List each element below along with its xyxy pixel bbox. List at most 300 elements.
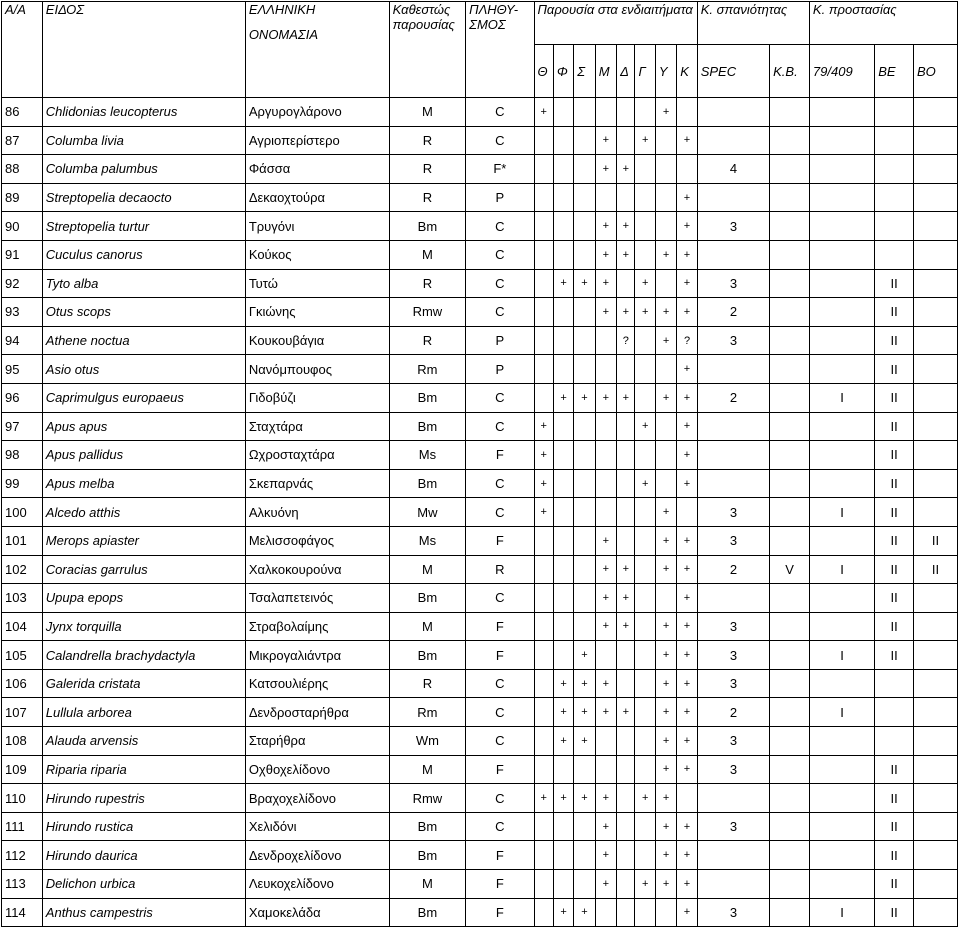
habitat-gamma-cell bbox=[635, 441, 655, 470]
be-cell: II bbox=[875, 498, 914, 527]
table-row bbox=[2, 469, 958, 498]
habitat-sigma-cell bbox=[574, 612, 595, 641]
habitat-gamma-cell bbox=[635, 612, 655, 641]
habitat-phi-cell: + bbox=[553, 698, 573, 727]
habitat-kappa-cell: + bbox=[677, 669, 697, 698]
habitat-theta-cell: + bbox=[534, 412, 553, 441]
habitat-sigma-cell bbox=[574, 98, 595, 127]
header-habitat-mu: Μ bbox=[595, 45, 616, 98]
row-number: 93 bbox=[2, 298, 43, 327]
habitat-gamma-cell bbox=[635, 812, 655, 841]
greek-name: Νανόμπουφος bbox=[245, 355, 389, 384]
habitat-theta-cell: + bbox=[534, 784, 553, 813]
kb-cell bbox=[770, 383, 810, 412]
habitat-mu-cell: + bbox=[595, 240, 616, 269]
table-row bbox=[2, 698, 958, 727]
be-cell bbox=[875, 98, 914, 127]
habitat-upsilon-cell bbox=[655, 155, 676, 184]
habitat-theta-cell: + bbox=[534, 98, 553, 127]
table-row bbox=[2, 412, 958, 441]
be-cell: II bbox=[875, 755, 914, 784]
header-habitat-kappa: Κ bbox=[677, 45, 697, 98]
row-number: 98 bbox=[2, 441, 43, 470]
habitat-gamma-cell: + bbox=[635, 298, 655, 327]
habitat-kappa-cell bbox=[677, 98, 697, 127]
row-number: 91 bbox=[2, 240, 43, 269]
habitat-gamma-cell bbox=[635, 841, 655, 870]
kb-cell bbox=[770, 183, 810, 212]
habitat-kappa-cell: + bbox=[677, 698, 697, 727]
abundance-cell: C bbox=[466, 212, 534, 241]
status-cell: Bm bbox=[389, 898, 466, 927]
spec-cell: 3 bbox=[697, 212, 769, 241]
status-cell: R bbox=[389, 269, 466, 298]
directive-cell bbox=[809, 870, 874, 899]
habitat-delta-cell bbox=[617, 526, 635, 555]
kb-cell bbox=[770, 469, 810, 498]
row-number: 104 bbox=[2, 612, 43, 641]
directive-cell: I bbox=[809, 383, 874, 412]
kb-cell bbox=[770, 526, 810, 555]
greek-name: Κούκος bbox=[245, 240, 389, 269]
abundance-cell: C bbox=[466, 98, 534, 127]
row-number: 101 bbox=[2, 526, 43, 555]
habitat-delta-cell bbox=[617, 355, 635, 384]
be-cell: II bbox=[875, 784, 914, 813]
row-number: 106 bbox=[2, 669, 43, 698]
directive-cell bbox=[809, 298, 874, 327]
habitat-phi-cell bbox=[553, 183, 573, 212]
kb-cell bbox=[770, 155, 810, 184]
directive-cell bbox=[809, 126, 874, 155]
greek-name: Οχθοχελίδονο bbox=[245, 755, 389, 784]
habitat-mu-cell: + bbox=[595, 584, 616, 613]
habitat-mu-cell bbox=[595, 469, 616, 498]
header-species: ΕΙΔΟΣ bbox=[42, 2, 245, 98]
habitat-phi-cell bbox=[553, 355, 573, 384]
greek-name: Φάσσα bbox=[245, 155, 389, 184]
directive-cell bbox=[809, 269, 874, 298]
kb-cell bbox=[770, 441, 810, 470]
habitat-sigma-cell bbox=[574, 298, 595, 327]
kb-cell bbox=[770, 870, 810, 899]
habitat-delta-cell bbox=[617, 898, 635, 927]
habitat-sigma-cell bbox=[574, 355, 595, 384]
bo-cell bbox=[913, 498, 957, 527]
habitat-sigma-cell: + bbox=[574, 898, 595, 927]
habitat-delta-cell bbox=[617, 870, 635, 899]
habitat-phi-cell bbox=[553, 126, 573, 155]
habitat-phi-cell bbox=[553, 326, 573, 355]
kb-cell bbox=[770, 698, 810, 727]
status-cell: Bm bbox=[389, 383, 466, 412]
habitat-gamma-cell: + bbox=[635, 412, 655, 441]
habitat-phi-cell bbox=[553, 526, 573, 555]
table-row bbox=[2, 669, 958, 698]
abundance-cell: C bbox=[466, 784, 534, 813]
habitat-delta-cell bbox=[617, 469, 635, 498]
header-kb: Κ.Β. bbox=[770, 45, 810, 98]
habitat-mu-cell: + bbox=[595, 669, 616, 698]
habitat-theta-cell bbox=[534, 383, 553, 412]
header-spec: SPEC bbox=[697, 45, 769, 98]
habitat-delta-cell: + bbox=[617, 155, 635, 184]
scientific-name: Riparia riparia bbox=[42, 755, 245, 784]
row-number: 103 bbox=[2, 584, 43, 613]
habitat-kappa-cell: + bbox=[677, 812, 697, 841]
habitat-upsilon-cell bbox=[655, 126, 676, 155]
row-number: 86 bbox=[2, 98, 43, 127]
abundance-cell: C bbox=[466, 498, 534, 527]
habitat-phi-cell bbox=[553, 441, 573, 470]
habitat-gamma-cell bbox=[635, 584, 655, 613]
habitat-kappa-cell: + bbox=[677, 355, 697, 384]
habitat-delta-cell: + bbox=[617, 298, 635, 327]
habitat-sigma-cell bbox=[574, 812, 595, 841]
scientific-name: Chlidonias leucopterus bbox=[42, 98, 245, 127]
habitat-phi-cell bbox=[553, 498, 573, 527]
header-habitat-theta: Θ bbox=[534, 45, 553, 98]
abundance-cell: F* bbox=[466, 155, 534, 184]
kb-cell bbox=[770, 212, 810, 241]
directive-cell bbox=[809, 584, 874, 613]
habitat-phi-cell bbox=[553, 870, 573, 899]
greek-name: Βραχοχελίδονο bbox=[245, 784, 389, 813]
habitat-phi-cell bbox=[553, 555, 573, 584]
habitat-gamma-cell bbox=[635, 526, 655, 555]
bo-cell bbox=[913, 412, 957, 441]
row-number: 114 bbox=[2, 898, 43, 927]
scientific-name: Streptopelia decaocto bbox=[42, 183, 245, 212]
habitat-phi-cell bbox=[553, 612, 573, 641]
habitat-theta-cell bbox=[534, 698, 553, 727]
habitat-upsilon-cell: + bbox=[655, 641, 676, 670]
habitat-mu-cell: + bbox=[595, 298, 616, 327]
bo-cell bbox=[913, 212, 957, 241]
header-aa: Α/Α bbox=[2, 2, 43, 98]
habitat-upsilon-cell: + bbox=[655, 841, 676, 870]
status-cell: R bbox=[389, 126, 466, 155]
habitat-phi-cell: + bbox=[553, 269, 573, 298]
habitat-kappa-cell: + bbox=[677, 212, 697, 241]
bo-cell: II bbox=[913, 555, 957, 584]
row-number: 87 bbox=[2, 126, 43, 155]
scientific-name: Calandrella brachydactyla bbox=[42, 641, 245, 670]
habitat-theta-cell: + bbox=[534, 469, 553, 498]
bo-cell bbox=[913, 441, 957, 470]
habitat-theta-cell bbox=[534, 183, 553, 212]
spec-cell bbox=[697, 469, 769, 498]
row-number: 110 bbox=[2, 784, 43, 813]
row-number: 95 bbox=[2, 355, 43, 384]
row-number: 92 bbox=[2, 269, 43, 298]
kb-cell bbox=[770, 326, 810, 355]
habitat-kappa-cell bbox=[677, 498, 697, 527]
be-cell: II bbox=[875, 584, 914, 613]
be-cell bbox=[875, 183, 914, 212]
habitat-phi-cell bbox=[553, 755, 573, 784]
directive-cell: I bbox=[809, 641, 874, 670]
scientific-name: Upupa epops bbox=[42, 584, 245, 613]
habitat-theta-cell bbox=[534, 727, 553, 756]
habitat-theta-cell bbox=[534, 526, 553, 555]
be-cell: II bbox=[875, 469, 914, 498]
bo-cell bbox=[913, 841, 957, 870]
habitat-gamma-cell: + bbox=[635, 269, 655, 298]
directive-cell: I bbox=[809, 898, 874, 927]
directive-cell bbox=[809, 841, 874, 870]
scientific-name: Apus apus bbox=[42, 412, 245, 441]
spec-cell bbox=[697, 412, 769, 441]
habitat-gamma-cell bbox=[635, 698, 655, 727]
abundance-cell: C bbox=[466, 812, 534, 841]
greek-name: Ωχροσταχτάρα bbox=[245, 441, 389, 470]
kb-cell bbox=[770, 784, 810, 813]
habitat-sigma-cell: + bbox=[574, 784, 595, 813]
habitat-upsilon-cell bbox=[655, 183, 676, 212]
header-rarity: Κ. σπανιότητας bbox=[697, 2, 809, 45]
habitat-gamma-cell: + bbox=[635, 784, 655, 813]
habitat-delta-cell: ? bbox=[617, 326, 635, 355]
directive-cell bbox=[809, 612, 874, 641]
habitat-phi-cell: + bbox=[553, 898, 573, 927]
habitat-mu-cell: + bbox=[595, 126, 616, 155]
row-number: 111 bbox=[2, 812, 43, 841]
habitat-gamma-cell bbox=[635, 155, 655, 184]
habitat-mu-cell: + bbox=[595, 841, 616, 870]
habitat-sigma-cell: + bbox=[574, 269, 595, 298]
kb-cell bbox=[770, 841, 810, 870]
spec-cell: 3 bbox=[697, 669, 769, 698]
species-table bbox=[1, 1, 958, 927]
habitat-theta-cell bbox=[534, 240, 553, 269]
scientific-name: Tyto alba bbox=[42, 269, 245, 298]
greek-name: Λευκοχελίδονο bbox=[245, 870, 389, 899]
abundance-cell: C bbox=[466, 584, 534, 613]
habitat-delta-cell: + bbox=[617, 240, 635, 269]
greek-name: Χαμοκελάδα bbox=[245, 898, 389, 927]
spec-cell bbox=[697, 126, 769, 155]
greek-name: Χελιδόνι bbox=[245, 812, 389, 841]
habitat-upsilon-cell: + bbox=[655, 612, 676, 641]
be-cell: II bbox=[875, 269, 914, 298]
table-row bbox=[2, 98, 958, 127]
habitat-delta-cell bbox=[617, 126, 635, 155]
habitat-phi-cell: + bbox=[553, 727, 573, 756]
abundance-cell: F bbox=[466, 898, 534, 927]
table-row bbox=[2, 498, 958, 527]
scientific-name: Otus scops bbox=[42, 298, 245, 327]
habitat-gamma-cell: + bbox=[635, 469, 655, 498]
habitat-phi-cell bbox=[553, 812, 573, 841]
habitat-upsilon-cell bbox=[655, 412, 676, 441]
row-number: 96 bbox=[2, 383, 43, 412]
bo-cell bbox=[913, 698, 957, 727]
habitat-theta-cell: + bbox=[534, 441, 553, 470]
header-directive: 79/409 bbox=[809, 45, 874, 98]
habitat-kappa-cell: + bbox=[677, 841, 697, 870]
habitat-sigma-cell bbox=[574, 212, 595, 241]
habitat-kappa-cell: ? bbox=[677, 326, 697, 355]
spec-cell: 3 bbox=[697, 526, 769, 555]
habitat-phi-cell bbox=[553, 584, 573, 613]
table-row bbox=[2, 612, 958, 641]
table-row bbox=[2, 870, 958, 899]
habitat-kappa-cell: + bbox=[677, 584, 697, 613]
habitat-phi-cell bbox=[553, 469, 573, 498]
header-habitat-phi: Φ bbox=[553, 45, 573, 98]
greek-name: Δεκαοχτούρα bbox=[245, 183, 389, 212]
row-number: 107 bbox=[2, 698, 43, 727]
habitat-delta-cell bbox=[617, 269, 635, 298]
habitat-mu-cell: + bbox=[595, 612, 616, 641]
table-row bbox=[2, 755, 958, 784]
habitat-delta-cell bbox=[617, 812, 635, 841]
habitat-upsilon-cell bbox=[655, 469, 676, 498]
habitat-upsilon-cell: + bbox=[655, 784, 676, 813]
habitat-theta-cell bbox=[534, 755, 553, 784]
kb-cell bbox=[770, 641, 810, 670]
habitat-theta-cell bbox=[534, 355, 553, 384]
habitat-theta-cell bbox=[534, 812, 553, 841]
habitat-mu-cell bbox=[595, 441, 616, 470]
row-number: 89 bbox=[2, 183, 43, 212]
habitat-delta-cell: + bbox=[617, 612, 635, 641]
status-cell: M bbox=[389, 555, 466, 584]
directive-cell bbox=[809, 669, 874, 698]
kb-cell bbox=[770, 755, 810, 784]
greek-name: Αγριοπερίστερο bbox=[245, 126, 389, 155]
scientific-name: Columba palumbus bbox=[42, 155, 245, 184]
scientific-name: Coracias garrulus bbox=[42, 555, 245, 584]
scientific-name: Apus melba bbox=[42, 469, 245, 498]
status-cell: Wm bbox=[389, 727, 466, 756]
abundance-cell: C bbox=[466, 698, 534, 727]
abundance-cell: C bbox=[466, 669, 534, 698]
habitat-sigma-cell bbox=[574, 326, 595, 355]
abundance-cell: P bbox=[466, 355, 534, 384]
habitat-sigma-cell bbox=[574, 584, 595, 613]
row-number: 94 bbox=[2, 326, 43, 355]
table-row bbox=[2, 126, 958, 155]
header-abundance: ΠΛΗΘΥ- ΣΜΟΣ bbox=[466, 2, 534, 98]
directive-cell bbox=[809, 155, 874, 184]
directive-cell bbox=[809, 240, 874, 269]
bo-cell bbox=[913, 383, 957, 412]
scientific-name: Alauda arvensis bbox=[42, 727, 245, 756]
habitat-theta-cell: + bbox=[534, 498, 553, 527]
habitat-upsilon-cell: + bbox=[655, 498, 676, 527]
greek-name: Γιδοβύζι bbox=[245, 383, 389, 412]
be-cell bbox=[875, 698, 914, 727]
habitat-sigma-cell bbox=[574, 498, 595, 527]
status-cell: Rm bbox=[389, 355, 466, 384]
bo-cell bbox=[913, 584, 957, 613]
abundance-cell: C bbox=[466, 469, 534, 498]
spec-cell bbox=[697, 584, 769, 613]
scientific-name: Anthus campestris bbox=[42, 898, 245, 927]
habitat-upsilon-cell bbox=[655, 898, 676, 927]
abundance-cell: C bbox=[466, 126, 534, 155]
be-cell: II bbox=[875, 555, 914, 584]
habitat-sigma-cell: + bbox=[574, 641, 595, 670]
table-row bbox=[2, 355, 958, 384]
table-row bbox=[2, 298, 958, 327]
habitat-kappa-cell: + bbox=[677, 727, 697, 756]
habitat-sigma-cell: + bbox=[574, 698, 595, 727]
habitat-gamma-cell bbox=[635, 240, 655, 269]
be-cell bbox=[875, 212, 914, 241]
greek-name: Αργυρογλάρονο bbox=[245, 98, 389, 127]
habitat-upsilon-cell: + bbox=[655, 812, 676, 841]
spec-cell: 3 bbox=[697, 641, 769, 670]
table-row bbox=[2, 812, 958, 841]
habitat-sigma-cell bbox=[574, 126, 595, 155]
habitat-gamma-cell: + bbox=[635, 870, 655, 899]
scientific-name: Hirundo rupestris bbox=[42, 784, 245, 813]
status-cell: M bbox=[389, 612, 466, 641]
status-cell: R bbox=[389, 183, 466, 212]
bo-cell bbox=[913, 183, 957, 212]
habitat-theta-cell bbox=[534, 555, 553, 584]
habitat-delta-cell bbox=[617, 669, 635, 698]
status-cell: Bm bbox=[389, 812, 466, 841]
status-cell: R bbox=[389, 155, 466, 184]
table-row bbox=[2, 526, 958, 555]
table-row bbox=[2, 212, 958, 241]
habitat-delta-cell: + bbox=[617, 698, 635, 727]
habitat-kappa-cell: + bbox=[677, 641, 697, 670]
habitat-gamma-cell bbox=[635, 669, 655, 698]
directive-cell bbox=[809, 183, 874, 212]
scientific-name: Columba livia bbox=[42, 126, 245, 155]
habitat-mu-cell: + bbox=[595, 698, 616, 727]
habitat-gamma-cell bbox=[635, 383, 655, 412]
greek-name: Μικρογαλιάντρα bbox=[245, 641, 389, 670]
habitat-mu-cell bbox=[595, 498, 616, 527]
habitat-sigma-cell bbox=[574, 555, 595, 584]
status-cell: Mw bbox=[389, 498, 466, 527]
kb-cell bbox=[770, 240, 810, 269]
bo-cell bbox=[913, 98, 957, 127]
kb-cell bbox=[770, 669, 810, 698]
habitat-theta-cell bbox=[534, 584, 553, 613]
habitat-mu-cell: + bbox=[595, 155, 616, 184]
habitat-delta-cell bbox=[617, 784, 635, 813]
spec-cell: 2 bbox=[697, 698, 769, 727]
habitat-delta-cell bbox=[617, 727, 635, 756]
spec-cell: 3 bbox=[697, 498, 769, 527]
habitat-kappa-cell: + bbox=[677, 469, 697, 498]
bo-cell bbox=[913, 870, 957, 899]
habitat-phi-cell bbox=[553, 841, 573, 870]
habitat-phi-cell bbox=[553, 98, 573, 127]
habitat-theta-cell bbox=[534, 155, 553, 184]
habitat-delta-cell bbox=[617, 183, 635, 212]
spec-cell: 3 bbox=[697, 612, 769, 641]
habitat-gamma-cell bbox=[635, 898, 655, 927]
row-number: 109 bbox=[2, 755, 43, 784]
scientific-name: Asio otus bbox=[42, 355, 245, 384]
habitat-sigma-cell bbox=[574, 441, 595, 470]
greek-name: Σταχτάρα bbox=[245, 412, 389, 441]
row-number: 100 bbox=[2, 498, 43, 527]
habitat-sigma-cell bbox=[574, 412, 595, 441]
habitat-gamma-cell bbox=[635, 98, 655, 127]
spec-cell bbox=[697, 441, 769, 470]
bo-cell bbox=[913, 812, 957, 841]
greek-name: Τρυγόνι bbox=[245, 212, 389, 241]
